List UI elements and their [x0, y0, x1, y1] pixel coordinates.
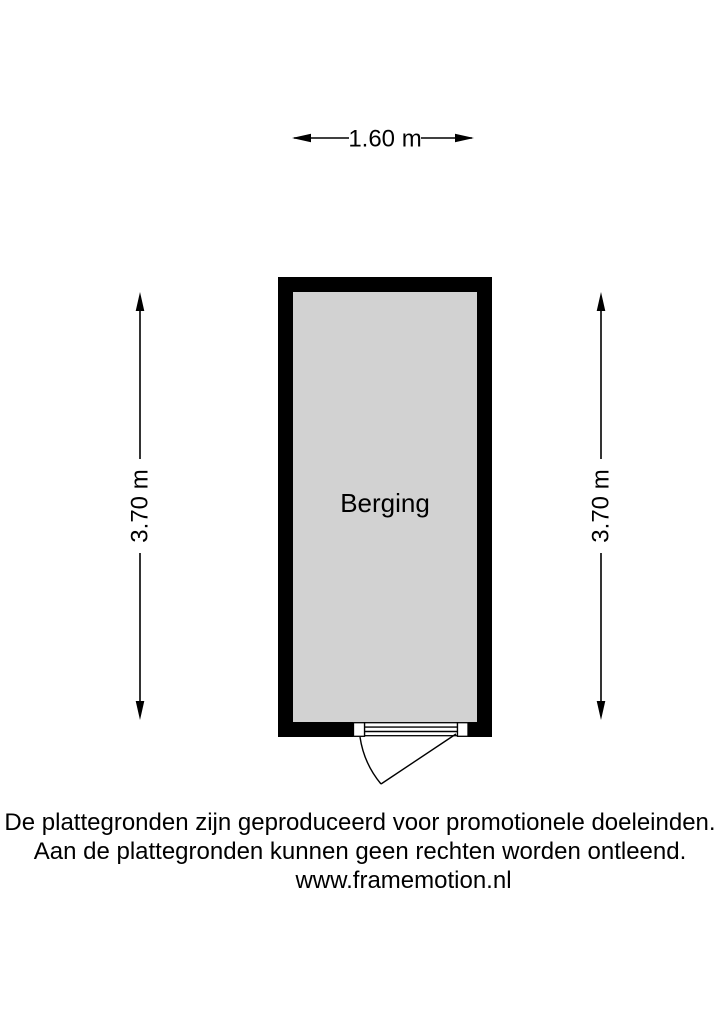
dimension-height-right-label: 3.70 m	[587, 469, 615, 543]
door-jamb-right	[458, 723, 469, 737]
disclaimer-line-1: De plattegronden zijn geproduceerd voor promotionele doeleinden.	[4, 809, 716, 836]
room-label: Berging	[340, 488, 430, 518]
arrow-down-icon	[597, 701, 606, 720]
arrow-up-icon	[597, 292, 606, 311]
dimension-width-label: 1.60 m	[348, 125, 422, 153]
room-berging	[278, 277, 492, 737]
dimension-height-left	[127, 292, 154, 720]
dimension-width	[292, 126, 474, 153]
dimension-height-left-label: 3.70 m	[126, 469, 154, 543]
arrow-down-icon	[136, 701, 145, 720]
door	[353, 722, 468, 784]
website-url: www.framemotion.nl	[295, 867, 512, 894]
door-threshold	[365, 723, 458, 736]
footer-disclaimer	[0, 808, 720, 895]
disclaimer-line-2: Aan de plattegronden kunnen geen rechten worden ontleend.	[33, 838, 687, 865]
arrow-up-icon	[136, 292, 145, 311]
arrow-left-icon	[292, 134, 311, 143]
door-jamb-left	[354, 723, 365, 737]
door-swing-arc	[360, 737, 381, 784]
arrow-right-icon	[455, 134, 474, 143]
dimension-height-right	[588, 292, 615, 720]
door-leaf	[381, 734, 456, 784]
